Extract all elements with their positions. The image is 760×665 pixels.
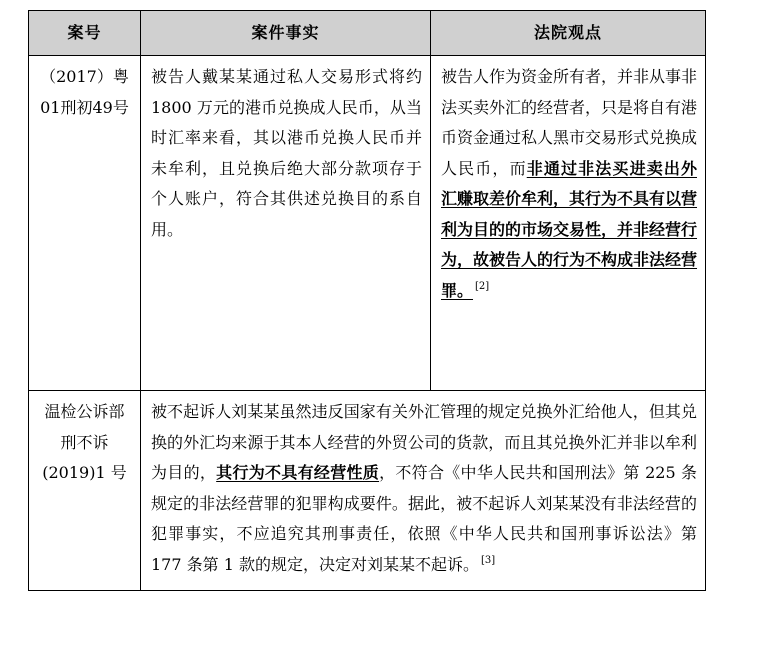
court-view-text: 被告人作为资金所有者，并非从事非法买卖外汇的经营者，只是将自有港币资金通过私人黑市交易形式兑换成人民币，而 xyxy=(441,67,698,178)
court-view-cell xyxy=(431,56,706,391)
footnote-marker: [2] xyxy=(475,281,490,293)
case-number-line: 温检公诉部 xyxy=(44,402,125,421)
case-comparison-table xyxy=(28,10,706,591)
case-facts-cell: 被告人戴某某通过私人交易形式将约 1800 万元的港币兑换成人民币，从当时汇率来看，其以港币兑换人民币并未牟利，且兑换后绝大部分款项存于个人账户，符合其供述兑换目的系自用。 xyxy=(141,56,431,391)
case-text-emphasis: 其行为不具有经营性质 xyxy=(216,463,380,482)
case-text: 被不起诉人刘某某虽然违反国家有关外汇管理的规定兑换外汇给他人，但其兑换的外汇均来源于其本人经营的外贸公司的货款，而且其兑换外汇并非以牟利为目的， xyxy=(151,402,697,482)
case-number-line: (2019)1 号 xyxy=(42,463,127,482)
header-case-no: 案号 xyxy=(29,11,141,56)
table-row xyxy=(29,391,706,591)
table-row xyxy=(29,56,706,391)
case-number-line: （2017）粤 xyxy=(40,67,129,86)
case-number-cell xyxy=(29,391,141,591)
case-number-line: 刑不诉 xyxy=(60,432,109,452)
case-text: ，不符合《中华人民共和国刑法》第 225 条规定的非法经营罪的犯罪构成要件。据此，被不起诉人刘某某没有非法经营的犯罪事实，不应追究其刑事责任，依照《中华人民共和国刑事诉讼法》第 177 条第 1 款的规定，决定对刘某某不起诉。 xyxy=(151,463,697,574)
court-view-emphasis: 非通过非法买进卖出外汇赚取差价牟利，其行为不具有以营利为目的的市场交易性，并非经营行为，故被告人的行为不构成非法经营罪。 xyxy=(441,158,698,300)
header-row xyxy=(29,11,706,56)
header-facts: 案件事实 xyxy=(141,11,431,56)
case-description-cell xyxy=(141,391,706,591)
case-number-cell xyxy=(29,56,141,391)
case-number-line: 01刑初49号 xyxy=(40,97,129,117)
footnote-marker: [3] xyxy=(480,555,496,567)
header-court-view: 法院观点 xyxy=(431,11,706,56)
